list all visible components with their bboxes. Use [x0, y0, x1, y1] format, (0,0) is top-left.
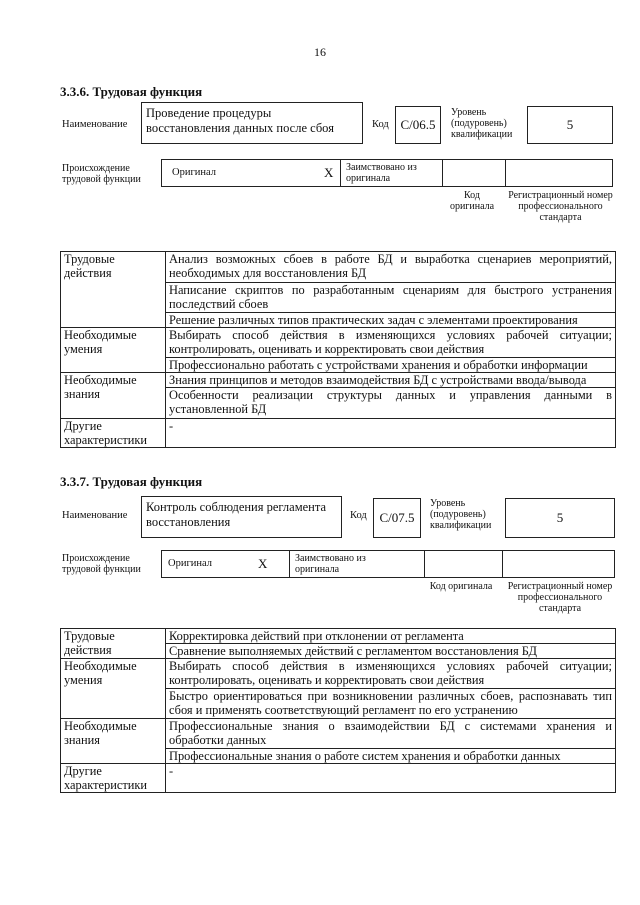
table-cell: Решение различных типов практических задач с элементами проектирования: [166, 313, 616, 328]
table-cell: -: [166, 419, 616, 448]
row-header: Необходимые умения: [61, 659, 166, 719]
original-label: Оригинал: [168, 558, 212, 569]
divider: [502, 550, 503, 578]
reg-number-label: Регистрационный номер профессионального стандарта: [508, 190, 613, 223]
table-cell: Особенности реализации структуры данных и управления данными в установленной БД: [166, 388, 616, 419]
row-header: Необходимые знания: [61, 719, 166, 764]
level-label: Уровень (подуровень) квалификации: [451, 107, 513, 140]
origin-label: Происхождение трудовой функции: [62, 553, 141, 575]
divider: [289, 550, 290, 578]
divider: [505, 159, 506, 187]
name-label: Наименование: [62, 119, 128, 130]
borrowed-label: Заимствовано из оригинала: [295, 553, 366, 575]
level-value: 5: [505, 498, 615, 538]
table-cell: Выбирать способ действия в изменяющихся условиях рабочей ситуации; контролировать, оценивать и корректировать свои действия: [166, 328, 616, 358]
table-cell: Анализ возможных сбоев в работе БД и выработка сценариев мероприятий, необходимых для восстановления БД: [166, 252, 616, 283]
details-table: [60, 251, 616, 448]
row-header: Трудовые действия: [61, 629, 166, 659]
row-header: Другие характеристики: [61, 419, 166, 448]
reg-number-label: Регистрационный номер профессионального стандарта: [507, 581, 613, 614]
function-name: Проведение процедуры восстановления данных после сбоя: [141, 102, 363, 144]
divider: [424, 550, 425, 578]
code-label: Код: [372, 119, 389, 130]
function-code: C/07.5: [373, 498, 421, 538]
table-cell: Сравнение выполняемых действий с регламентом восстановления БД: [166, 644, 616, 659]
table-cell: -: [166, 764, 616, 793]
original-mark: X: [258, 556, 268, 571]
table-cell: Корректировка действий при отклонении от регламента: [166, 629, 616, 644]
table-cell: Быстро ориентироваться при возникновении различных сбоев, распознавать тип сбоя и применять соответствующий регламент по его устранению: [166, 689, 616, 719]
origin-label: Происхождение трудовой функции: [62, 163, 141, 185]
row-header: Трудовые действия: [61, 252, 166, 328]
page-number: 16: [314, 45, 326, 59]
table-cell: Профессионально работать с устройствами хранения и обработки информации: [166, 358, 616, 373]
table-cell: Профессиональные знания о взаимодействии БД с системами хранения и обработки данных: [166, 719, 616, 749]
code-original-label: Код оригинала: [429, 581, 493, 592]
row-header: Необходимые знания: [61, 373, 166, 419]
row-header: Необходимые умения: [61, 328, 166, 373]
section-title: 3.3.6. Трудовая функция: [60, 84, 203, 99]
name-label: Наименование: [62, 510, 128, 521]
origin-row: [161, 550, 615, 578]
code-original-label: Код оригинала: [449, 190, 495, 212]
details-table: [60, 628, 616, 793]
code-label: Код: [350, 510, 367, 521]
function-code: C/06.5: [395, 106, 441, 144]
level-label: Уровень (подуровень) квалификации: [430, 498, 492, 531]
origin-row: [161, 159, 613, 187]
table-cell: Знания принципов и методов взаимодействия БД с устройствами ввода/вывода: [166, 373, 616, 388]
divider: [340, 159, 341, 187]
level-value: 5: [527, 106, 613, 144]
table-cell: Профессиональные знания о работе систем хранения и обработки данных: [166, 749, 616, 764]
table-cell: Выбирать способ действия в изменяющихся условиях рабочей ситуации; контролировать, оценивать и корректировать свои действия: [166, 659, 616, 689]
divider: [442, 159, 443, 187]
borrowed-label: Заимствовано из оригинала: [346, 162, 417, 184]
function-name: Контроль соблюдения регламента восстановления: [141, 496, 342, 538]
section-title: 3.3.7. Трудовая функция: [60, 474, 203, 489]
original-mark: X: [324, 165, 334, 180]
original-label: Оригинал: [172, 167, 216, 178]
row-header: Другие характеристики: [61, 764, 166, 793]
table-cell: Написание скриптов по разработанным сценариям для быстрого устранения последствий сбоев: [166, 283, 616, 313]
